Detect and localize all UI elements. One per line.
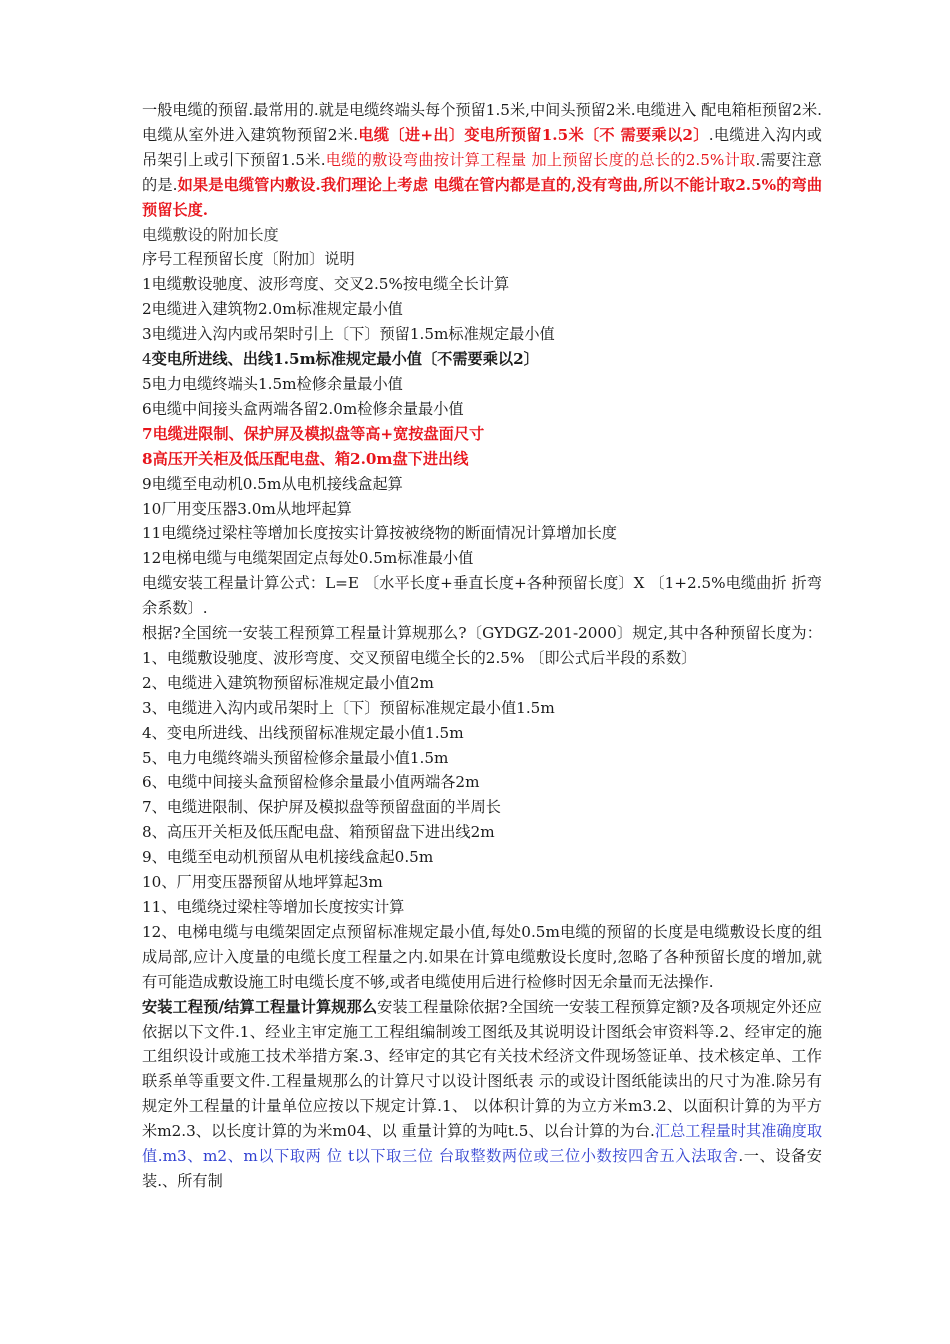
rule-item: 2、电缆进入建筑物预留标准规定最小值2m — [142, 673, 434, 692]
final-paragraph — [142, 995, 822, 1194]
list-item-bold-text: 变电所进线、出线1.5m标准规定最小值〔不需要乘以2〕 — [151, 350, 539, 369]
list-item — [142, 347, 822, 372]
intro-paragraph — [142, 98, 822, 223]
rule-item: 12、电梯电缆与电缆架固定点预留标准规定最小值,每处0.5m电缆的预留的长度是电缆敷设长度的组成局部,应计入度量的电缆长度工程量之内.如果在计算电缆敷设长度时,忽略了各种预留长度的增加,就有可能造成敷设施工时电缆长度不够,或者电缆使用后进行检修时因无余量而无法操作. — [142, 922, 822, 991]
list-item: 2电缆进入建筑物2.0m标准规定最小值 — [142, 300, 403, 319]
intro-text-2: .电缆进入沟内或吊架引上或引下预留1.5米. — [142, 125, 822, 169]
list-item: 6电缆中间接头盒两端各留2.0m检修余量最小值 — [142, 399, 464, 418]
intro-text-1: 一般电缆的预留.最常用的.就是电缆终端头每个预留1.5米,中间头预留2米.电缆进入 配电箱柜预留2米.电缆从室外进入建筑物预留2米. — [142, 101, 822, 144]
intro-text-3: .需要注意的是. — [142, 150, 822, 194]
document-page — [142, 98, 822, 1194]
final-tail: .一、设备安装.、所有制 — [142, 1147, 822, 1190]
formula-paragraph: 电缆安装工程量计算公式：L=E 〔水平长度+垂直长度+各种预留长度〕X 〔1+2.5%电缆曲折 折弯余系数〕. — [142, 574, 822, 618]
rule-item: 4、变电所进线、出线预留标准规定最小值1.5m — [142, 723, 464, 742]
final-text: 安装工程量除依据?全国统一安装工程预算定额?及各项规定外还应依据以下文件.1、经业主审定施工工程组编制竣工图纸及其说明设计图纸会审资料等.2、经审定的施工组织设计或施工技术举措方案.3、经审定的其它有关技术经济文件现场签证单、技术核定单、工作联系单等重要文件.工程量规那么的计算尺寸以设计图纸表 示的或设计图纸能读出的尺寸为准.除另有规定外工程量的计量单位应按以下规定计算.1、 以体积计算的为立方米m3.2、以面积计算的为平方米m2.3、以长度计算的为米m04、以 重量计算的为吨t.5、以台计算的为台. — [142, 997, 822, 1141]
list-item: 10厂用变压器3.0m从地坪起算 — [142, 499, 352, 518]
list-item: 7电缆进限制、保护屏及模拟盘等高+宽按盘面尺寸 — [142, 424, 485, 443]
rule-item: 8、高压开关柜及低压配电盘、箱预留盘下进出线2m — [142, 823, 495, 842]
list-item: 8高压开关柜及低压配电盘、箱2.0m盘下进出线 — [142, 449, 469, 468]
intro-highlight-conduit: 如果是电缆管内敷设.我们理论上考虑 电缆在管内都是直的,没有弯曲,所以不能计取2.5%的弯曲预留长度. — [142, 175, 823, 219]
final-blue-text: 汇总工程量时其准确度取值.m3、m2、m以下取两 位 t以下取三位 台取整数两位或三位小数按四舍五入法取舍 — [142, 1122, 823, 1166]
rule-item: 6、电缆中间接头盒预留检修余量最小值两端各2m — [142, 773, 480, 792]
rule-item: 11、电缆绕过梁柱等增加长度按实计算 — [142, 898, 405, 916]
list-item-number: 4 — [142, 350, 152, 369]
final-bold-title: 安装工程预/结算工程量计算规那么 — [142, 997, 378, 1016]
rule-item: 7、电缆进限制、保护屏及模拟盘等预留盘面的半周长 — [142, 798, 501, 817]
rule-item: 5、电力电缆终端头预留检修余量最小值1.5m — [142, 748, 449, 767]
list-item: 3电缆进入沟内或吊架时引上〔下〕预留1.5m标准规定最小值 — [142, 325, 555, 344]
list-item: 12电梯电缆与电缆架固定点每处0.5m标准最小值 — [142, 549, 474, 568]
intro-highlight-bending: 电缆的敷设弯曲按计算工程量 加上预留长度的总长的2.5%计取 — [325, 150, 756, 169]
list-item: 9电缆至电动机0.5m从电机接线盒起算 — [142, 474, 403, 493]
list-item: 1电缆敷设驰度、波形弯度、交叉2.5%按电缆全长计算 — [142, 275, 510, 294]
rule-item: 10、厂用变压器预留从地坪算起3m — [142, 873, 383, 892]
list-item: 11电缆绕过梁柱等增加长度按实计算按被绕物的断面情况计算增加长度 — [142, 524, 617, 543]
list-item: 5电力电缆终端头1.5m检修余量最小值 — [142, 374, 403, 393]
rule-item: 9、电缆至电动机预留从电机接线盒起0.5m — [142, 848, 434, 867]
intro-highlight-substation: 电缆〔进+出〕变电所预留1.5米〔不 需要乘以2〕 — [358, 125, 709, 144]
basis-paragraph: 根据?全国统一安装工程预算工程量计算规那么?〔GYDGZ-201-2000〕规定,其中各种预留长度为：1、电缆敷设驰度、波形弯度、交叉预留电缆全长的2.5% 〔即公式后半段的系数〕 — [142, 624, 822, 667]
table-header: 序号工程预留长度〔附加〕说明 — [142, 250, 355, 269]
section-heading-extra-length: 电缆敷设的附加长度 — [142, 225, 279, 244]
rule-item: 3、电缆进入沟内或吊架时上〔下〕预留标准规定最小值1.5m — [142, 698, 555, 717]
